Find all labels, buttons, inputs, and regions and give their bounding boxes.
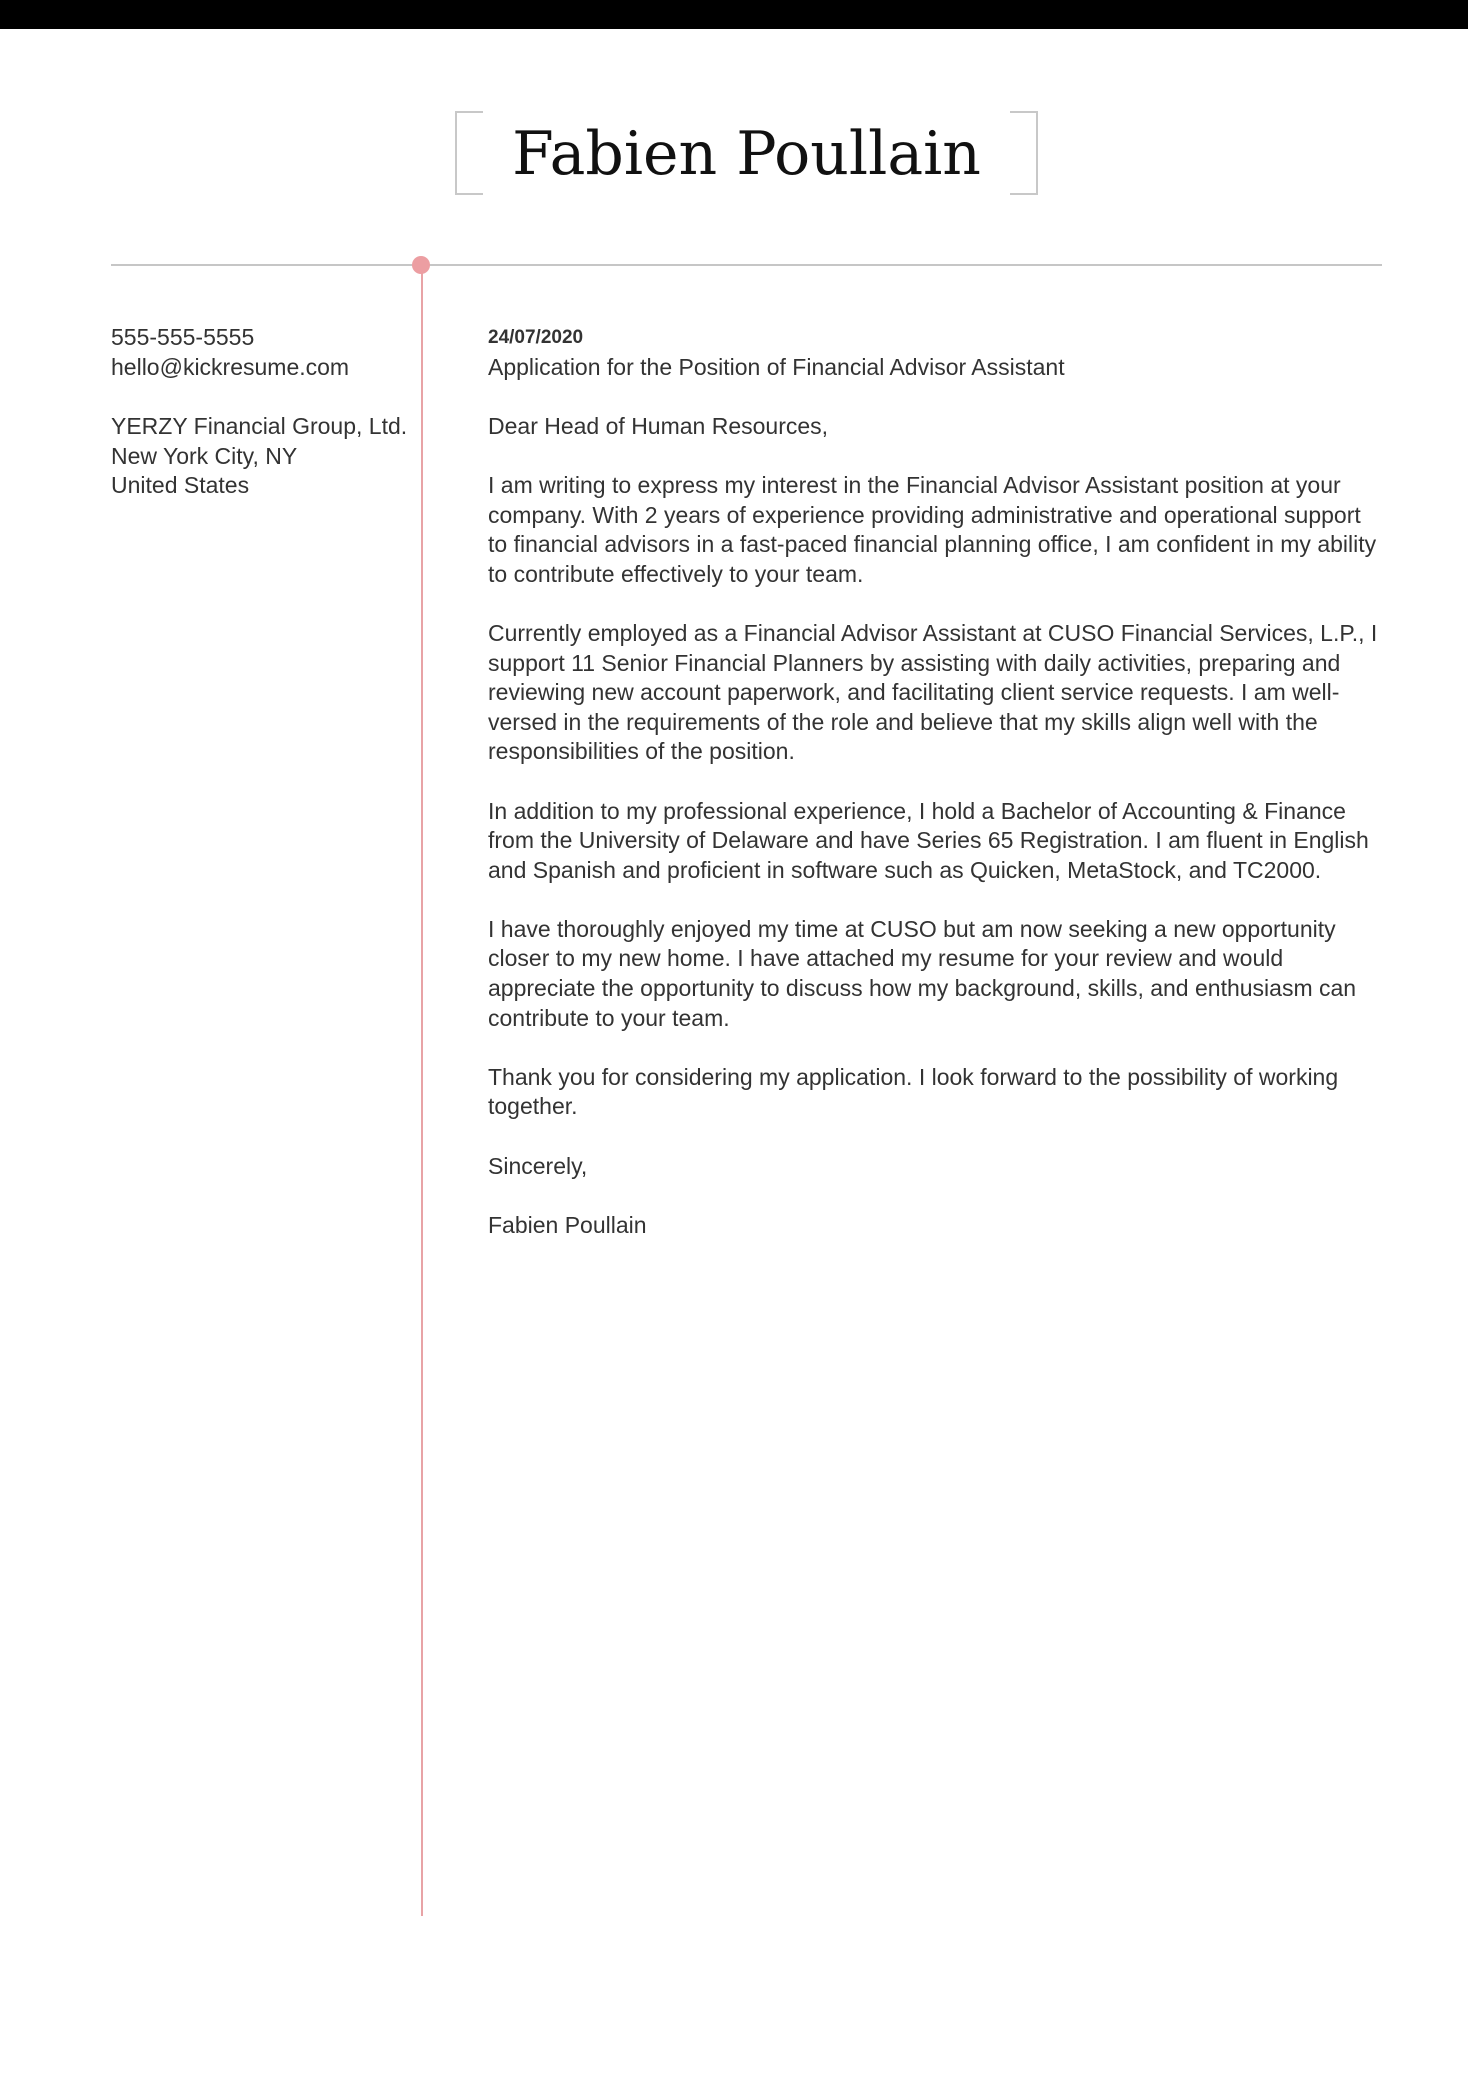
horizontal-divider xyxy=(111,264,1382,266)
name-header xyxy=(455,111,1038,197)
top-bar xyxy=(0,0,1468,29)
sidebar-spacer xyxy=(111,382,411,412)
letter-date: 24/07/2020 xyxy=(488,327,584,348)
paragraph-2: Currently employed as a Financial Advisor Assistant at CUSO Financial Services, L.P., I support 11 Senior Financial Planners by assisting with daily activities, preparing and reviewing new account paperwork, and facilitating client service requests. I am well-versed in the requirements of the role and believe that my skills align well with the responsibilities of the position. xyxy=(488,619,1378,765)
paragraph-3: In addition to my professional experience, I hold a Bachelor of Accounting & Finance from the University of Delaware and have Series 65 Registration. I am fluent in English and Spanish and proficient in software such as Quicken, MetaStock, and TC2000. xyxy=(488,797,1369,883)
sender-email: hello@kickresume.com xyxy=(111,353,350,380)
vertical-divider xyxy=(421,266,423,1916)
applicant-name: Fabien Poullain xyxy=(512,119,981,189)
right-bracket xyxy=(1010,111,1038,195)
letter-subject: Application for the Position of Financial Advisor Assistant xyxy=(488,353,1065,380)
closing: Sincerely, xyxy=(488,1152,588,1179)
paragraph-4: I have thoroughly enjoyed my time at CUSO but am now seeking a new opportunity closer to my new home. I have attached my resume for your review and would appreciate the opportunity to discuss how my background, skills, and enthusiasm can contribute to your team. xyxy=(488,915,1357,1031)
recipient-country: United States xyxy=(111,472,250,499)
letter-body xyxy=(488,323,1384,1240)
signature: Fabien Poullain xyxy=(488,1211,647,1238)
recipient-company: YERZY Financial Group, Ltd. xyxy=(111,413,408,440)
divider-dot xyxy=(412,256,430,274)
contact-sidebar xyxy=(111,323,411,501)
salutation: Dear Head of Human Resources, xyxy=(488,412,829,439)
sender-phone: 555-555-5555 xyxy=(111,324,255,350)
paragraph-5: Thank you for considering my application. I look forward to the possibility of working together. xyxy=(488,1063,1339,1120)
paragraph-1: I am writing to express my interest in the Financial Advisor Assistant position at your company. With 2 years of experience providing administrative and operational support to financial advisors in a fast-paced financial planning office, I am confident in my ability to contribute effectively to your team. xyxy=(488,471,1377,587)
recipient-city: New York City, NY xyxy=(111,442,298,469)
